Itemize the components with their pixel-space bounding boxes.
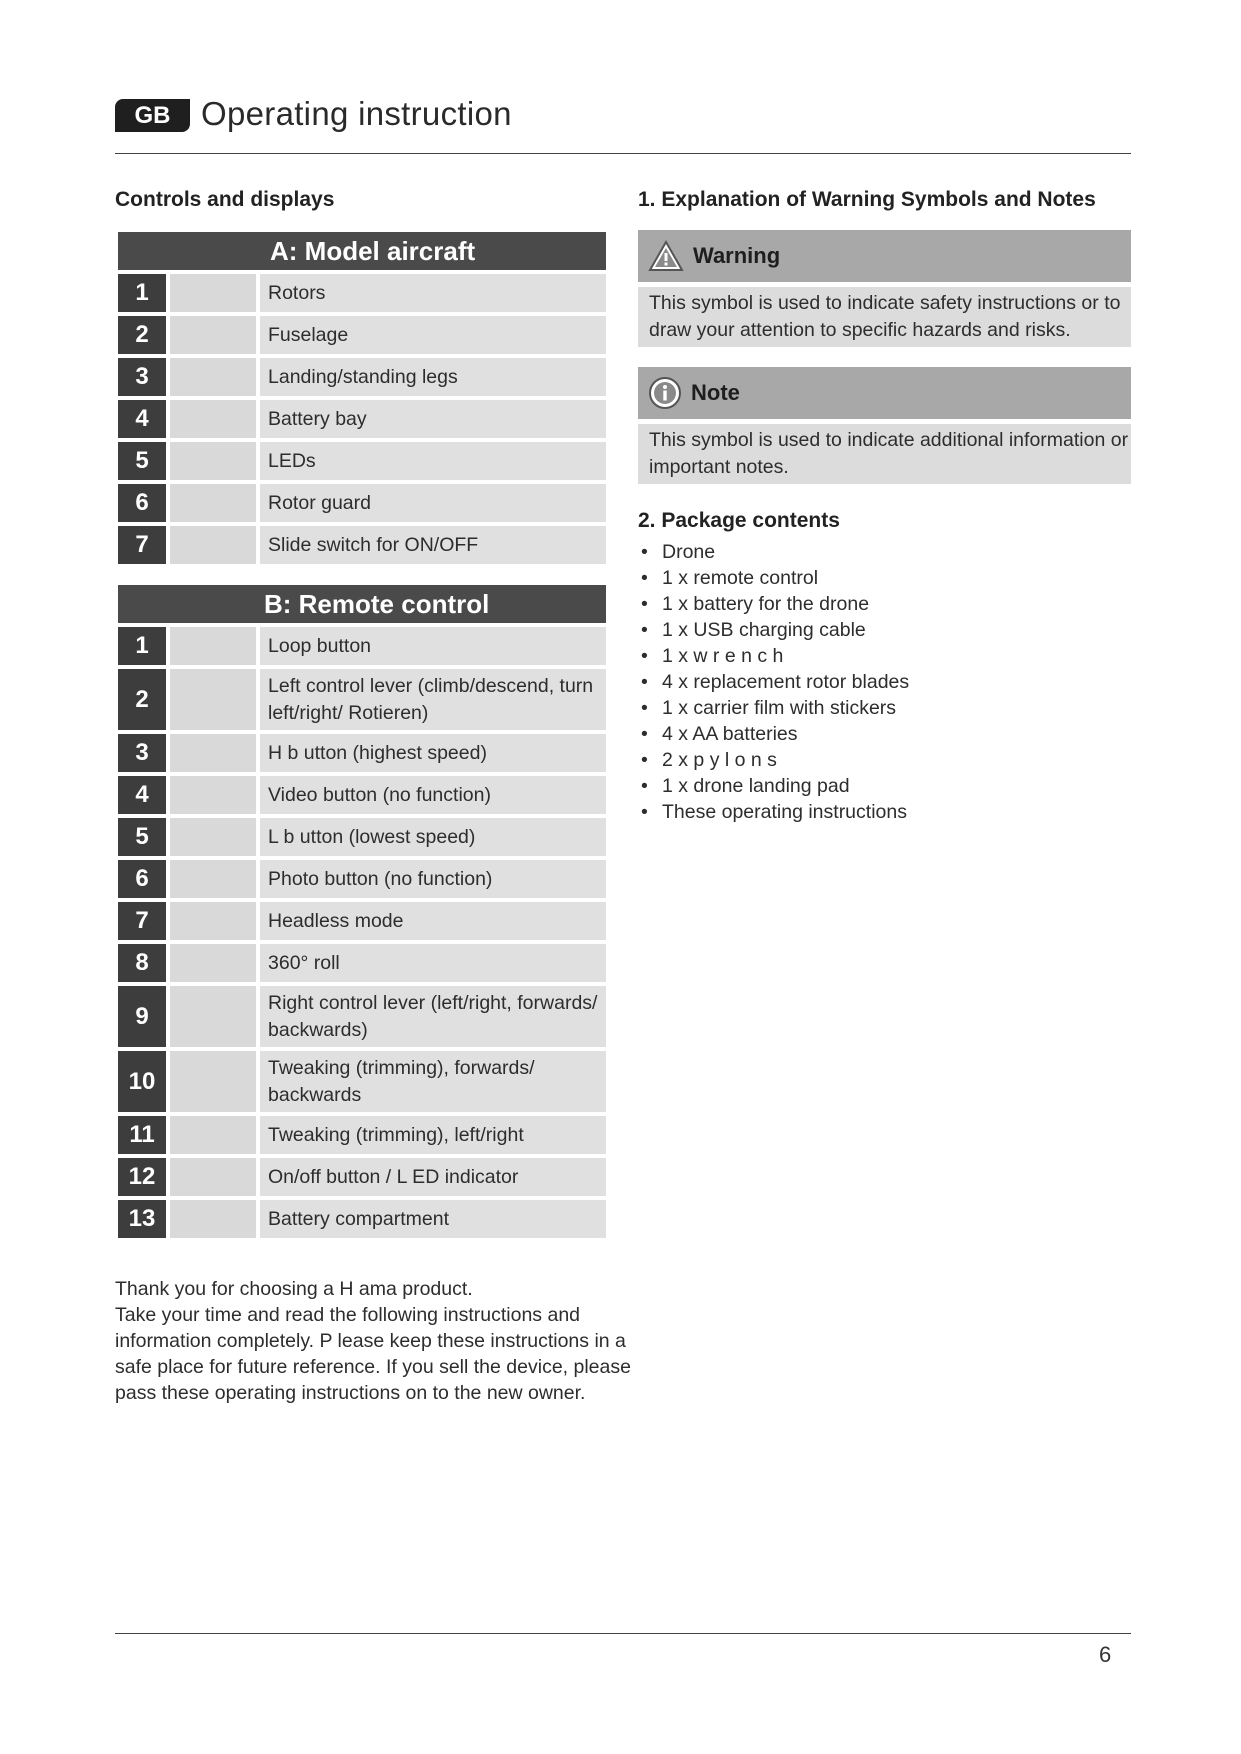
row-label: Rotor guard bbox=[260, 484, 606, 522]
footer-rule bbox=[115, 1633, 1131, 1634]
list-item: • 1 x battery for the drone bbox=[638, 591, 1118, 617]
row-image bbox=[170, 902, 256, 940]
row-label: 360° roll bbox=[260, 944, 606, 982]
row-number: 7 bbox=[118, 902, 166, 940]
row-label: Video button (no function) bbox=[260, 776, 606, 814]
warning-icon bbox=[648, 240, 684, 272]
page-title: Operating instruction bbox=[201, 95, 512, 132]
warning-box bbox=[638, 230, 1131, 347]
table-row bbox=[118, 902, 606, 940]
section-1-title: 1. Explanation of Warning Symbols and Notes bbox=[638, 188, 1096, 211]
table-row bbox=[118, 1200, 606, 1238]
table-row bbox=[118, 442, 606, 480]
intro-paragraph: Take your time and read the following instructions and information completely. P lease keep these instructions in a safe place for future reference. If you sell the device, please pass these operating instructions on to the new owner. bbox=[115, 1304, 631, 1404]
row-number: 4 bbox=[118, 400, 166, 438]
list-item: • Drone bbox=[638, 539, 1118, 565]
row-image bbox=[170, 860, 256, 898]
row-image bbox=[170, 1158, 256, 1196]
row-label: Right control lever (left/right, forwards/ backwards) bbox=[260, 986, 606, 1047]
row-label: H b utton (highest speed) bbox=[260, 734, 606, 772]
warning-text: This symbol is used to indicate safety instructions or to draw your attention to specific hazards and risks. bbox=[638, 287, 1131, 347]
row-image bbox=[170, 734, 256, 772]
row-label: Left control lever (climb/descend, turn left/right/ Rotieren) bbox=[260, 669, 606, 730]
list-item: • 1 x carrier film with stickers bbox=[638, 695, 1118, 721]
row-label: Headless mode bbox=[260, 902, 606, 940]
page-number: 6 bbox=[1099, 1642, 1112, 1667]
row-number: 6 bbox=[118, 860, 166, 898]
row-image bbox=[170, 484, 256, 522]
row-number: 10 bbox=[118, 1051, 166, 1112]
row-number: 3 bbox=[118, 734, 166, 772]
table-row bbox=[118, 734, 606, 772]
table-row bbox=[118, 944, 606, 982]
table-row bbox=[118, 669, 606, 730]
row-number: 13 bbox=[118, 1200, 166, 1238]
table-row bbox=[118, 484, 606, 522]
table-row bbox=[118, 627, 606, 665]
warning-title: Warning bbox=[693, 243, 781, 268]
row-number: 7 bbox=[118, 526, 166, 564]
row-label: LEDs bbox=[260, 442, 606, 480]
controls-title: Controls and displays bbox=[115, 188, 335, 211]
table-row bbox=[118, 400, 606, 438]
row-image bbox=[170, 1200, 256, 1238]
row-image bbox=[170, 986, 256, 1047]
language-badge: GB bbox=[115, 99, 190, 132]
row-image bbox=[170, 400, 256, 438]
table-row bbox=[118, 986, 606, 1047]
table-model-aircraft bbox=[118, 232, 606, 564]
row-number: 2 bbox=[118, 669, 166, 730]
row-number: 9 bbox=[118, 986, 166, 1047]
note-header bbox=[638, 367, 1131, 419]
row-label: L b utton (lowest speed) bbox=[260, 818, 606, 856]
list-item: • 1 x drone landing pad bbox=[638, 773, 1118, 799]
row-number: 4 bbox=[118, 776, 166, 814]
warning-header bbox=[638, 230, 1131, 282]
note-box bbox=[638, 367, 1131, 484]
table-row bbox=[118, 776, 606, 814]
table-remote-control bbox=[118, 585, 606, 1238]
section-2-title: 2. Package contents bbox=[638, 509, 840, 532]
row-image bbox=[170, 627, 256, 665]
table-row bbox=[118, 1158, 606, 1196]
row-label: Slide switch for ON/OFF bbox=[260, 526, 606, 564]
table-row bbox=[118, 1051, 606, 1112]
row-number: 1 bbox=[118, 274, 166, 312]
row-number: 5 bbox=[118, 442, 166, 480]
row-image bbox=[170, 442, 256, 480]
row-image bbox=[170, 526, 256, 564]
note-title: Note bbox=[691, 380, 740, 405]
row-image bbox=[170, 358, 256, 396]
row-label: Landing/standing legs bbox=[260, 358, 606, 396]
row-label: On/off button / L ED indicator bbox=[260, 1158, 606, 1196]
row-label: Rotors bbox=[260, 274, 606, 312]
row-image bbox=[170, 1116, 256, 1154]
row-number: 1 bbox=[118, 627, 166, 665]
list-item: • 1 x w r e n c h bbox=[638, 643, 1118, 669]
row-label: Loop button bbox=[260, 627, 606, 665]
list-item: • These operating instructions bbox=[638, 799, 1118, 825]
row-number: 11 bbox=[118, 1116, 166, 1154]
row-image bbox=[170, 776, 256, 814]
table-row bbox=[118, 316, 606, 354]
row-number: 5 bbox=[118, 818, 166, 856]
package-contents-list bbox=[638, 539, 1118, 825]
note-text: This symbol is used to indicate additional information or important notes. bbox=[638, 424, 1131, 484]
intro-text bbox=[115, 1276, 645, 1406]
row-image bbox=[170, 274, 256, 312]
row-image bbox=[170, 1051, 256, 1112]
row-number: 6 bbox=[118, 484, 166, 522]
list-item: • 1 x remote control bbox=[638, 565, 1118, 591]
row-label: Photo button (no function) bbox=[260, 860, 606, 898]
table-row bbox=[118, 818, 606, 856]
info-icon bbox=[648, 376, 682, 410]
list-item: • 4 x replacement rotor blades bbox=[638, 669, 1118, 695]
row-number: 2 bbox=[118, 316, 166, 354]
list-item: • 1 x USB charging cable bbox=[638, 617, 1118, 643]
row-image bbox=[170, 316, 256, 354]
row-number: 8 bbox=[118, 944, 166, 982]
intro-line: Thank you for choosing a H ama product. bbox=[115, 1278, 473, 1300]
table-row bbox=[118, 274, 606, 312]
header-rule bbox=[115, 153, 1131, 154]
list-item: • 2 x p y l o n s bbox=[638, 747, 1118, 773]
row-label: Battery bay bbox=[260, 400, 606, 438]
table-a-title: A: Model aircraft bbox=[118, 232, 606, 270]
table-row bbox=[118, 1116, 606, 1154]
row-image bbox=[170, 669, 256, 730]
table-row bbox=[118, 526, 606, 564]
table-b-title: B: Remote control bbox=[118, 585, 606, 623]
table-row bbox=[118, 860, 606, 898]
list-item: • 4 x AA batteries bbox=[638, 721, 1118, 747]
row-label: Tweaking (trimming), left/right bbox=[260, 1116, 606, 1154]
row-label: Battery compartment bbox=[260, 1200, 606, 1238]
row-image bbox=[170, 818, 256, 856]
table-row bbox=[118, 358, 606, 396]
row-number: 12 bbox=[118, 1158, 166, 1196]
row-label: Fuselage bbox=[260, 316, 606, 354]
row-image bbox=[170, 944, 256, 982]
row-label: Tweaking (trimming), forwards/ backwards bbox=[260, 1051, 606, 1112]
row-number: 3 bbox=[118, 358, 166, 396]
